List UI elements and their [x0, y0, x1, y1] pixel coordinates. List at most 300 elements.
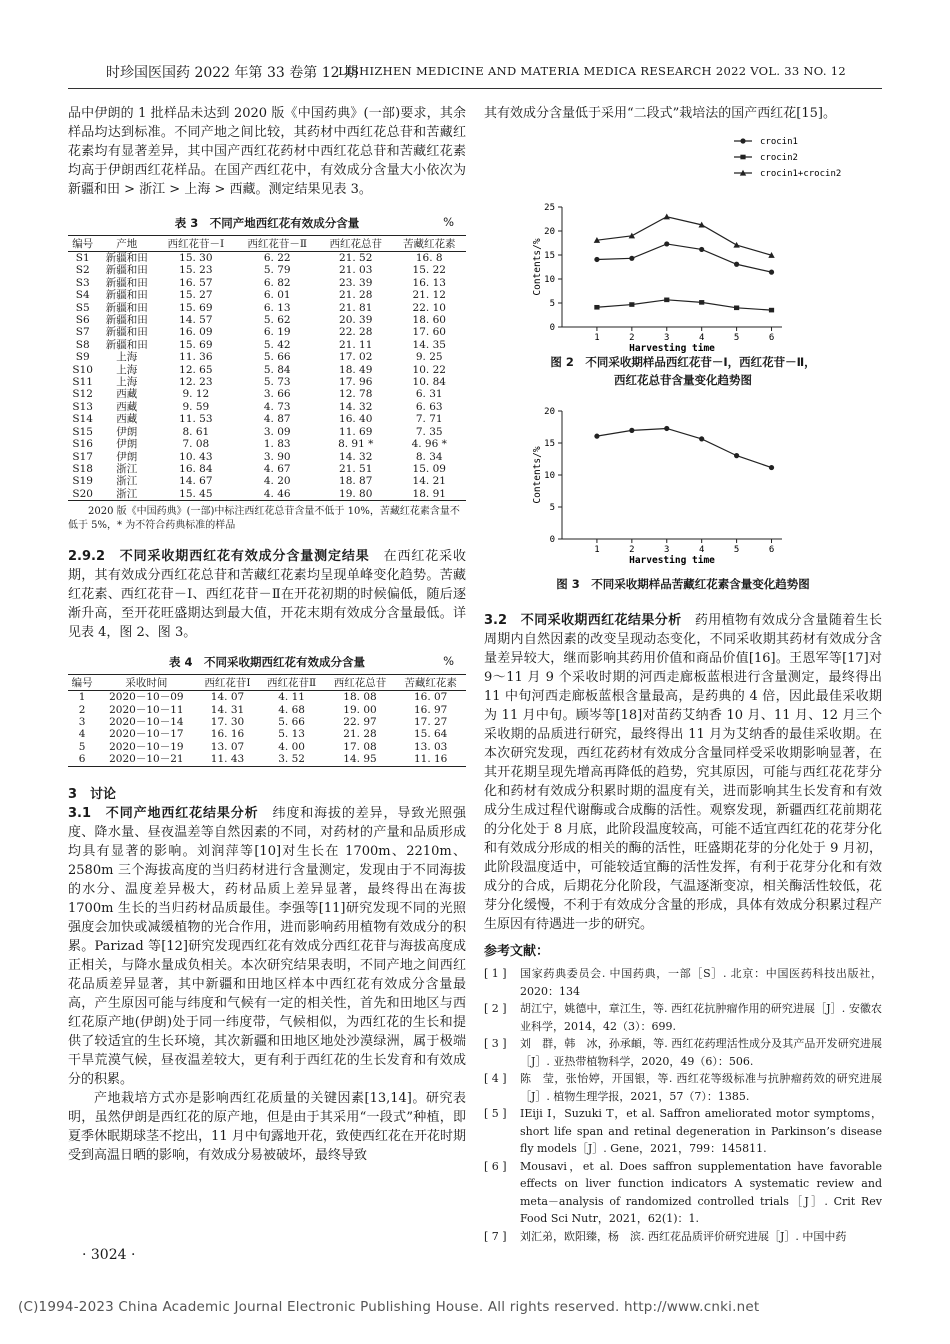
table-cell: 18. 87 [339, 475, 373, 488]
reference-item [484, 965, 882, 1000]
table-row [68, 339, 466, 351]
table-cell: S5 [75, 301, 90, 314]
table-cell: 13. 07 [210, 740, 245, 753]
table-cell: S13 [72, 400, 93, 413]
table-cell: 4. 11 [278, 691, 305, 704]
table-cell: 15. 69 [179, 301, 213, 314]
header-journal-en: LISHIZHEN MEDICINE AND MATERIA MEDICA RESEARCH 2022 VOL. 33 NO. 12 [338, 64, 846, 78]
table-cell: 17. 27 [413, 715, 448, 728]
table-cell: 21. 28 [339, 289, 373, 302]
table-cell: S15 [72, 425, 93, 438]
column-header: 西红花总苷 [319, 236, 392, 252]
table-cell: 22. 28 [339, 326, 373, 339]
figure-3-caption: 图 3 不同采收期样品苦藏红花素含量变化趋势图 [556, 577, 810, 591]
table-cell: 3 [78, 715, 86, 728]
table-cell: 17. 30 [210, 715, 245, 728]
table-cell: 2020－10－17 [109, 728, 184, 741]
column-header: 编号 [68, 675, 96, 691]
table-cell: 西藏 [116, 413, 138, 426]
x-tick-label: 3 [664, 333, 670, 343]
table-cell: 16. 97 [413, 703, 448, 716]
table-cell: 4. 67 [263, 462, 291, 475]
column-header: 西红花苷Ⅰ [196, 675, 258, 691]
y-tick-label: 15 [544, 439, 555, 449]
table-cell: 15. 27 [179, 289, 213, 302]
table-cell: 6. 63 [415, 400, 443, 413]
table-row [68, 264, 466, 276]
cnki-footer: (C)1994-2023 China Academic Journal Electronic Publishing House. All rights reserved. http://www.cnki.net [18, 1299, 760, 1315]
table-row [68, 753, 466, 766]
reference-item [484, 1105, 882, 1158]
series-line [597, 217, 772, 255]
reference-number: [ 5 ] [484, 1107, 507, 1120]
table-cell: 14. 95 [325, 753, 396, 766]
series-line [597, 428, 772, 467]
table-cell: S10 [72, 363, 93, 376]
table-cell: 2020－10－09 [109, 691, 184, 704]
table-row [68, 488, 466, 501]
table-cell: 21. 12 [412, 289, 446, 302]
table-row [68, 351, 466, 363]
table-cell: 16. 16 [210, 728, 245, 741]
table-row [68, 463, 466, 475]
table-cell: 5. 79 [263, 264, 291, 277]
table-cell: 6. 82 [263, 276, 291, 289]
table-cell: 6. 01 [263, 289, 291, 302]
table-cell: 10. 84 [412, 376, 446, 389]
table-cell: S14 [72, 413, 93, 426]
x-tick-label: 4 [698, 333, 705, 343]
table-cell: 5. 62 [263, 314, 291, 327]
y-tick-label: 0 [549, 535, 555, 545]
table-cell: 新疆和田 [105, 301, 148, 314]
table-cell: 4. 00 [278, 740, 305, 753]
x-tick-label: 2 [629, 545, 635, 555]
table-cell: 15. 23 [179, 264, 213, 277]
table-cell: 5 [78, 740, 86, 753]
table-cell: S4 [75, 289, 90, 302]
header-rule [68, 88, 882, 89]
table-row [68, 451, 466, 463]
section-3-2 [484, 611, 882, 934]
table-cell: 6 [68, 753, 96, 766]
table-cell: 19. 80 [319, 488, 392, 501]
table-cell: S20 [68, 488, 97, 501]
table-cell: 17. 96 [339, 376, 373, 389]
y-tick-label: 10 [544, 275, 555, 285]
table-cell: 9. 12 [182, 388, 210, 401]
table-cell: 14. 35 [412, 338, 446, 351]
table-cell: 11. 16 [395, 753, 466, 766]
table-cell: 新疆和田 [105, 264, 148, 277]
reference-item [484, 1035, 882, 1070]
table-cell: 9. 59 [182, 400, 210, 413]
table-cell: S1 [75, 252, 90, 264]
y-tick-label: 5 [549, 299, 555, 309]
table-3-note: 2020 版《中国药典》(一部)中标注西红花总苷含量不低于 10%，苦藏红花素含量不低于 5%，* 为不符合药典标准的样品 [68, 506, 460, 532]
x-tick-label: 5 [733, 545, 740, 555]
table-cell: 23. 39 [339, 276, 373, 289]
table-cell: S11 [72, 376, 93, 389]
table-row [68, 277, 466, 289]
table-cell: S17 [72, 450, 93, 463]
y-tick-label: 10 [544, 471, 555, 481]
table-cell: 22. 97 [343, 715, 377, 728]
table-cell: 18. 60 [412, 314, 446, 327]
table-cell: 伊朗 [116, 450, 138, 463]
table-cell: 上海 [116, 351, 138, 364]
data-point [734, 453, 739, 458]
data-point [769, 308, 774, 313]
data-point [699, 300, 704, 305]
table-cell: 11. 53 [179, 413, 213, 426]
data-point [664, 426, 669, 431]
table-cell: 8. 61 [182, 425, 210, 438]
table-cell: 16. 57 [179, 276, 213, 289]
column-header: 西红花苷－Ⅰ [156, 236, 235, 252]
table-cell: 4 [78, 728, 86, 741]
reference-number: [ 2 ] [484, 1002, 507, 1015]
legend-label: crocin1 [760, 137, 798, 147]
table-cell: 9. 25 [415, 351, 443, 364]
table-cell: 6. 31 [415, 388, 443, 401]
table-cell: 浙江 [116, 475, 138, 488]
table-cell: 12. 23 [179, 376, 213, 389]
section-2-9-2 [68, 547, 466, 642]
y-tick-label: 20 [544, 227, 555, 237]
table-cell: 21. 52 [339, 252, 373, 264]
table-cell: 新疆和田 [105, 252, 148, 264]
reference-text: IEiji I，Suzuki T，et al. Saffron ameliorated motor symptoms，short life span and retinal degeneration in Parkinson’s disease fly models［J］. Gene，2021，799：145811. [520, 1107, 882, 1155]
table-cell: 1 [78, 691, 86, 704]
y-tick-label: 25 [544, 203, 555, 213]
table-cell: 14. 32 [339, 400, 373, 413]
reference-number: [ 7 ] [484, 1229, 507, 1243]
running-header [0, 62, 950, 84]
y-axis-label: Contents/% [532, 446, 543, 504]
legend-marker [740, 138, 745, 143]
table-cell: 17. 60 [412, 326, 446, 339]
table-cell: 2 [78, 703, 86, 716]
table-row [68, 716, 466, 728]
data-point [629, 428, 634, 433]
column-header: 产地 [97, 236, 156, 252]
paragraph-cultivation: 产地栽培方式亦是影响西红花质量的关键因素[13,14]。研究表明，虽然伊朗是西红花的原产地，但是由于其采用“一段式”种植，即夏季休眠期球茎不挖出，11 月中旬露地开花，致使西红花在开花时期受到高温日晒的影响，有效成分易被破坏，最终导致 [68, 1090, 466, 1163]
table-cell: 3. 09 [263, 425, 291, 438]
series-line [597, 300, 772, 310]
table-cell: 5. 84 [263, 363, 291, 376]
figure-2-chart [484, 131, 882, 353]
data-point [594, 305, 599, 310]
table-cell: 8. 34 [415, 450, 443, 463]
reference-item [484, 1158, 882, 1228]
y-tick-label: 5 [549, 503, 555, 513]
table-cell: 4. 68 [278, 703, 305, 716]
table-cell: 14. 67 [179, 475, 213, 488]
x-tick-label: 1 [594, 545, 600, 555]
table-cell: 7. 71 [415, 413, 443, 426]
table-cell: 10. 22 [412, 363, 446, 376]
table-row [68, 426, 466, 438]
section-3-2-title: 3.2 不同采收期西红花结果分析 [484, 613, 682, 628]
table-cell: 17. 02 [339, 351, 373, 364]
table-cell: 5. 66 [278, 715, 305, 728]
table-cell: 15. 69 [179, 338, 213, 351]
table-cell: 浙江 [116, 462, 138, 475]
reference-text: Mousavi，et al. Does saffron supplementation have favorable effects on liver function indicators A systematic review and meta－analysis of randomized controlled trials［J］. Crit Rev Food Sci Nutr，2021，62(1)：1. [520, 1159, 882, 1225]
data-point [699, 436, 704, 441]
paragraph-continuation-right: 其有效成分含量低于采用“二段式”栽培法的国产西红花[15]。 [484, 106, 836, 121]
table-4 [68, 654, 466, 766]
table-4-grid [68, 674, 466, 766]
table-cell: 上海 [116, 376, 138, 389]
table-cell: S18 [72, 462, 93, 475]
table-cell: 新疆和田 [105, 289, 148, 302]
table-cell: S8 [75, 338, 90, 351]
table-cell: 16. 40 [339, 413, 373, 426]
reference-text: 刘 群，韩 冰，孙承頔，等. 西红花药理活性成分及其产品开发研究进展［J］. 亚热带植物科学，2020，49（6）：506. [520, 1037, 882, 1068]
y-tick-label: 0 [549, 323, 555, 333]
table-cell: 4. 20 [263, 475, 291, 488]
table-cell: 22. 10 [412, 301, 446, 314]
table-cell: S16 [72, 438, 93, 451]
page-number: · 3024 · [82, 1247, 136, 1263]
data-point [594, 434, 599, 439]
table-cell: 伊朗 [116, 438, 138, 451]
table-row [68, 289, 466, 301]
table-cell: 3. 66 [263, 388, 291, 401]
table-cell: 新疆和田 [105, 338, 148, 351]
x-tick-label: 5 [733, 333, 740, 343]
reference-text: 刘汇弟，欧阳臻，杨 滨. 西红花品质评价研究进展［J］. 中国中药 [520, 1229, 847, 1243]
table-cell: 14. 57 [179, 314, 213, 327]
table-cell: 17. 08 [343, 740, 377, 753]
table-row [68, 388, 466, 400]
reference-item [484, 1000, 882, 1035]
table-row [68, 704, 466, 716]
table-3-grid [68, 235, 466, 501]
x-tick-label: 4 [698, 545, 705, 555]
data-point [594, 257, 599, 262]
legend-label: crocin2 [760, 153, 798, 163]
table-cell: 2020－10－21 [96, 753, 196, 766]
table-row [68, 376, 466, 388]
figure-2-caption-line2: 西红花总苷含量变化趋势图 [614, 373, 752, 387]
y-tick-label: 20 [544, 407, 555, 417]
figure-3-chart [484, 399, 882, 569]
references-list [484, 965, 882, 1245]
table-cell: 16. 09 [179, 326, 213, 339]
table-cell: S3 [75, 276, 90, 289]
section-3-1-body: 纬度和海拔的差异，导致光照强度、降水量、昼夜温差等自然因素的不同，对药材的产量和品质形成均具有显著的影响。刘润萍等[10]对生长在 1700m、2210m、2580m 三个海拔高度的当归药材进行含量测定，发现由于不同海拔的水分、温度差异极大，药材品质上差异显著，最终得出在海拔 1700m 生长的当归药材品质最佳。李强等[11]研究发现不同的光照强度会加快或减缓植物的光合作用，进而影响药用植物有效成分的积累。Parizad 等[12]研究发现西红花有效成分西红花苷与海拔高度成正相关，与降水量成负相关。本次研究结果表明，不同产地之间西红花品质差异显著，其中新疆和田地区样本中西红花有效成分含量最高，产生原因可能与纬度和气候有一定的相关性，首先和田地区与西红花原产地(伊朗)处于同一纬度带，气候相似，为西红花的生长和提供了较适宜的生长环境，其次新疆和田地区地处沙漠绿洲，属于极端干旱荒漠气候，昼夜温差较大，更有利于西红花的生长发育和有效成分的积累。 [68, 805, 466, 1087]
table-cell: 16. 13 [412, 276, 446, 289]
table-cell: 浙江 [97, 488, 156, 501]
reference-number: [ 3 ] [484, 1037, 507, 1050]
table-cell: S9 [75, 351, 90, 364]
table-3-caption: 表 3 不同产地西红花有效成分含量 % [174, 215, 454, 230]
x-tick-label: 6 [768, 545, 775, 555]
data-point [734, 306, 739, 311]
series-crocin1 [594, 241, 774, 274]
header-journal-cn: 时珍国医国药 2022 年第 33 卷第 12 期 [106, 65, 358, 81]
table-row [68, 691, 466, 704]
table-cell: 新疆和田 [105, 326, 148, 339]
table-cell: 11. 43 [196, 753, 258, 766]
left-column [68, 104, 466, 1165]
series-crocin2 [594, 298, 774, 313]
section-3-1 [68, 804, 466, 1089]
reference-number: [ 6 ] [484, 1159, 507, 1173]
data-point [664, 241, 669, 246]
table-cell: 21. 03 [339, 264, 373, 277]
table-cell: 15. 30 [179, 252, 213, 264]
table-cell: 21. 51 [339, 462, 373, 475]
table-cell: S12 [72, 388, 93, 401]
table-cell: 6. 13 [263, 301, 291, 314]
table-cell: 14. 31 [210, 703, 245, 716]
table-4-caption: 表 4 不同采收期西红花有效成分含量 % [168, 654, 454, 670]
table-cell: 3. 90 [263, 450, 291, 463]
table-cell: S2 [75, 264, 90, 277]
column-header: 采收时间 [96, 675, 196, 691]
reference-number: [ 1 ] [484, 967, 507, 980]
x-axis-label: Harvesting time [629, 555, 715, 566]
table-cell: 15. 22 [412, 264, 446, 277]
table-cell: 21. 81 [339, 301, 373, 314]
table-cell: 18. 91 [392, 488, 466, 501]
section-2-9-2-body: 在西红花采收期，其有效成分西红花总苷和苦藏红花素均呈现单峰变化趋势。苦藏红花素、西红花苷－Ⅰ、西红花苷－Ⅱ在开花初期的时候偏低，随后逐渐升高，至开花旺盛期达到最大值，开花末期有效成分含量最低。详见表 4，图 2、图 3。 [68, 549, 466, 641]
table-cell: 4. 73 [263, 400, 291, 413]
section-3-2-body: 药用植物有效成分含量随着生长周期内自然因素的改变呈现动态变化，不同采收期其药材有效成分含量差异较大，继而影响其药用价值和商品价值[16]。王恩军等[17]对 9～11 月 9 个采收时期的河西走廊板蓝根进行含量测定，最终得出 11 中旬河西走廊板蓝根含量最高，是药典的 4 倍，因此最佳采收期为 11 月中旬。顾岑等[18]对苗药艾纳香 10 月、11 月、12 月三个采收期的品质进行研究，最终得出 11 月为艾纳香的最佳采收期。在本次研究发现，西红花药材有效成分含量同样受采收期影响显著，在其开花期呈现先增高再降低的趋势，究其原因，可能与西红花花芽分化和药材有效成分积累时期的温度有关，进而影响其生长发育和有效成分生成过程代谢酶或合成酶的活性。观察发现，新疆西红花前期花的分化处于 8 月底，此阶段温度较高，可能不适宜西红花的花芽分化和有效成分形成的相关的酶的活性，旺盛期花芽的分化处于 9 月初，此阶段温度适中，可能较适宜酶的活性发挥，有利于花芽分化和有效成分的合成，后期花分化阶段，气温逐渐变凉，相关酶活性较低，花芽分化缓慢，不利于有效成分含量的形成，具体有效成分积累过程产生原因有待遇进一步的研究。 [484, 613, 882, 932]
right-column [484, 104, 882, 1245]
column-header: 西红花总苷 [325, 675, 396, 691]
table-cell: 12. 65 [179, 363, 213, 376]
y-tick-label: 15 [544, 251, 555, 261]
paragraph-continuation: 品中伊朗的 1 批样品未达到 2020 版《中国药典》(一部)要求，其余样品均达到标准。不同产地之间比较，其药材中西红花总苷和苦藏红花素均有显著差异，其中国产西红花药材中西红花总苷和苦藏红花素均高于伊朗西红花样品。在国产西红花中，有效成分含量大小依次为新疆和田 > 浙江 > 上海 > 西藏。测定结果见表 3。 [68, 106, 466, 197]
data-point [769, 270, 774, 275]
table-3-unit: % [443, 215, 454, 229]
table-cell: 4. 96 * [411, 438, 447, 451]
table-row [68, 326, 466, 338]
table-cell: 6. 22 [263, 252, 291, 264]
series-picrocrocin [594, 426, 774, 470]
section-3-heading: 3 讨论 [68, 786, 117, 802]
table-cell: 6. 19 [263, 326, 291, 339]
table-cell: 21. 28 [343, 728, 377, 741]
data-point [734, 262, 739, 267]
section-2-9-2-title: 2.9.2 不同采收期西红花有效成分含量测定结果 [68, 549, 370, 565]
table-cell: 16. 84 [179, 462, 213, 475]
column-header: 西红花苷Ⅱ [259, 675, 325, 691]
table-cell: 19. 00 [343, 703, 377, 716]
table-cell: 15. 45 [156, 488, 235, 501]
table-cell: 2020－10－14 [109, 715, 184, 728]
table-cell: 新疆和田 [105, 276, 148, 289]
reference-item [484, 1070, 882, 1105]
table-row [68, 413, 466, 425]
data-point [733, 242, 739, 248]
table-cell: 1. 83 [263, 438, 291, 451]
table-cell: S7 [75, 326, 90, 339]
x-tick-label: 2 [629, 333, 635, 343]
table-row [68, 314, 466, 326]
table-row [68, 302, 466, 314]
table-cell: 18. 08 [343, 691, 377, 704]
table-cell: 7. 35 [415, 425, 443, 438]
table-cell: 西藏 [116, 400, 138, 413]
x-tick-label: 3 [664, 545, 670, 555]
table-cell: 13. 03 [413, 740, 448, 753]
table-row [68, 741, 466, 753]
column-header: 西红花苷－Ⅱ [236, 236, 319, 252]
table-cell: 16. 8 [415, 252, 443, 264]
table-cell: 5. 13 [278, 728, 305, 741]
legend-label: crocin1+crocin2 [760, 169, 842, 179]
data-point [664, 214, 670, 220]
data-point [664, 298, 669, 303]
table-cell: 7. 08 [182, 438, 210, 451]
legend-marker [740, 155, 745, 160]
section-3-1-title: 3.1 不同产地西红花结果分析 [68, 805, 259, 821]
table-cell: S6 [75, 314, 90, 327]
data-point [629, 302, 634, 307]
table-3 [68, 215, 466, 533]
table-cell: 14. 07 [210, 691, 245, 704]
x-tick-label: 6 [768, 333, 775, 343]
table-cell: 2020－10－19 [109, 740, 184, 753]
y-axis-label: Contents/% [532, 238, 543, 296]
data-point [769, 465, 774, 470]
data-point [699, 247, 704, 252]
table-row [68, 438, 466, 450]
table-cell: 5. 42 [263, 338, 291, 351]
x-tick-label: 1 [594, 333, 600, 343]
table-cell: 4. 46 [236, 488, 319, 501]
table-cell: 18. 49 [339, 363, 373, 376]
table-row [68, 364, 466, 376]
table-row [68, 475, 466, 487]
table-cell: S19 [72, 475, 93, 488]
reference-item [484, 1228, 882, 1246]
table-cell: 21. 11 [339, 338, 373, 351]
table-cell: 20. 39 [339, 314, 373, 327]
table-cell: 16. 07 [413, 691, 448, 704]
table-row [68, 728, 466, 740]
table-cell: 西藏 [116, 388, 138, 401]
references-heading: 参考文献： [484, 944, 550, 959]
table-cell: 12. 78 [339, 388, 373, 401]
table-cell: 14. 32 [339, 450, 373, 463]
table-cell: 11. 36 [179, 351, 213, 364]
table-cell: 14. 21 [412, 475, 446, 488]
table-cell: 2020－10－11 [109, 703, 184, 716]
figure-2-caption-line1: 图 2 不同采收期样品西红花苷－Ⅰ，西红花苷－Ⅱ， [550, 355, 816, 369]
x-axis-label: Harvesting time [629, 343, 715, 353]
table-row [68, 401, 466, 413]
table-cell: 伊朗 [116, 425, 138, 438]
series-crocin1+crocin2 [594, 214, 775, 258]
reference-text: 国家药典委员会. 中国药典，一部［S］. 北京：中国医药科技出版社，2020：134 [520, 967, 882, 998]
column-header: 苦藏红花素 [392, 236, 466, 252]
table-cell: 5. 66 [263, 351, 291, 364]
table-cell: 15. 64 [413, 728, 448, 741]
table-cell: 3. 52 [259, 753, 325, 766]
column-header: 苦藏红花素 [395, 675, 466, 691]
data-point [629, 256, 634, 261]
table-cell: 11. 69 [339, 425, 373, 438]
table-cell: 15. 09 [412, 462, 446, 475]
table-4-unit: % [443, 654, 454, 669]
